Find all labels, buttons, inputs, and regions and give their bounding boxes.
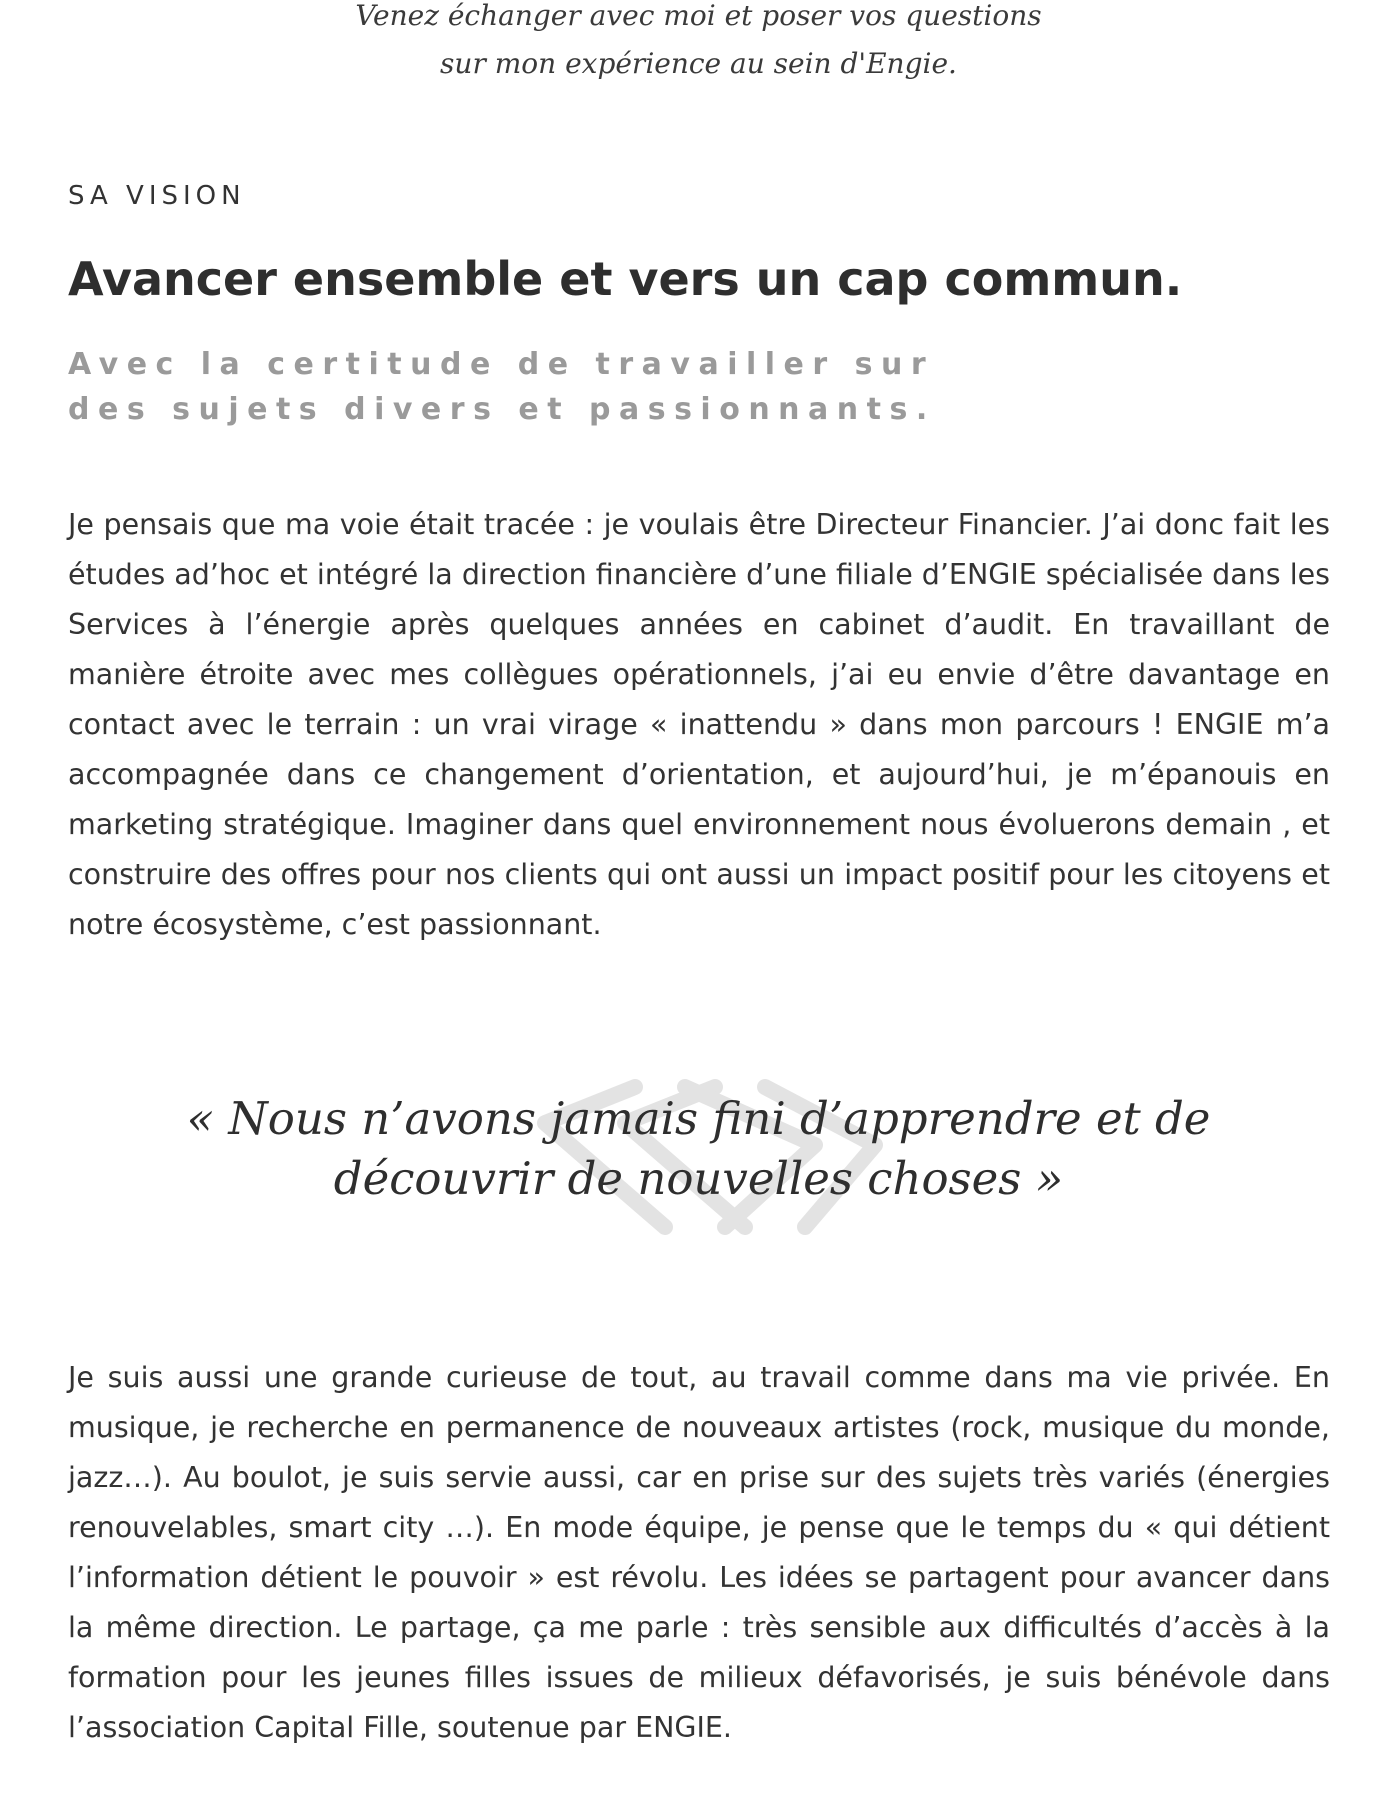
intro-line-2: sur mon expérience au sein d'Engie.	[440, 47, 957, 80]
subtitle-line-1: Avec la certitude de travailler sur	[68, 347, 935, 382]
subtitle-line-2: des sujets divers et passionnants.	[68, 392, 936, 427]
body-paragraph-2: Je suis aussi une grande curieuse de tout, au travail comme dans ma vie privée. En musique, je recherche en permanence de nouveaux artistes (rock, musique du monde, jazz…). Au boulot, je suis servie aussi, car en prise sur des sujets très variés (énergies renouvelables, smart city …). En mode équipe, je pense que le temps du « qui détient l’information détient le pouvoir » est révolu. Les idées se partagent pour avancer dans la même direction. Le partage, ça me parle : très sensible aux difficultés d’accès à la formation pour les jeunes filles issues de milieux défavorisés, je suis bénévole dans l’association Capital Fille, soutenue par ENGIE.	[68, 1361, 1330, 1744]
body-paragraph-1: Je pensais que ma voie était tracée : je voulais être Directeur Financier. J’ai donc fait les études ad’hoc et intégré la direction financière d’une filiale d’ENGIE spécialisée dans les Services à l’énergie après quelques années en cabinet d’audit. En travaillant de manière étroite avec mes collègues opérationnels, j’ai eu envie d’être davantage en contact avec le terrain : un vrai virage « inattendu » dans mon parcours ! ENGIE m’a accompagnée dans ce changement d’orientation, et aujourd’hui, je m’épanouis en marketing stratégique. Imaginer dans quel environnement nous évoluerons demain , et construire des offres pour nos clients qui ont aussi un impact positif pour les citoyens et notre écosystème, c’est passionnant.	[68, 508, 1330, 941]
intro-text	[0, 0, 1397, 88]
section-eyebrow: SA VISION	[68, 181, 246, 211]
section-subtitle	[68, 342, 936, 432]
intro-line-1: Venez échanger avec moi et poser vos questions	[355, 0, 1042, 32]
quote-text: « Nous n’avons jamais fini d’apprendre et de découvrir de nouvelles choses »	[186, 1092, 1211, 1205]
pull-quote	[0, 1075, 1397, 1255]
section-title: Avancer ensemble et vers un cap commun.	[68, 252, 1183, 306]
